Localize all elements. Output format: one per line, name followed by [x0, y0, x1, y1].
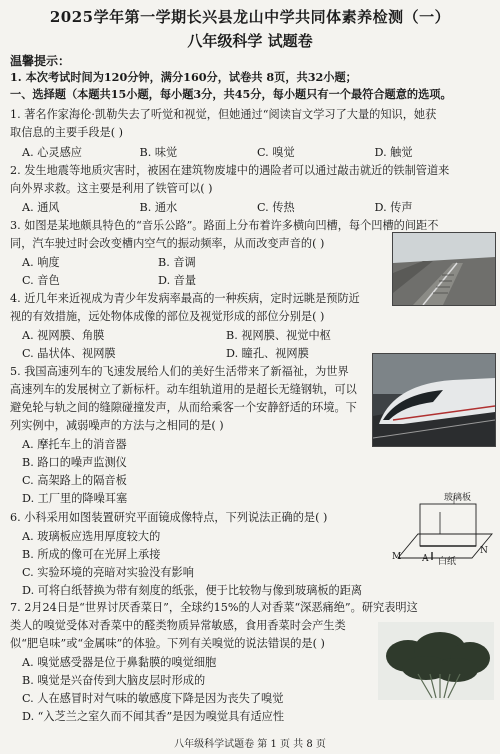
point-m-label: M: [392, 552, 402, 562]
q2-line-2: 向外界求救。这主要是利用了铁管可以( ): [10, 182, 213, 195]
exam-subtitle: 八年级科学 试题卷: [187, 32, 313, 50]
q2-option-c: C. 传热: [257, 201, 295, 214]
q2-option-a: A. 通风: [22, 201, 60, 214]
q4-line-1: 4. 近几年来近视成为青少年发病率最高的一种疾病，定时远眺是预防近: [10, 292, 360, 305]
q5-option-a: A. 摩托车上的消音器: [22, 438, 127, 451]
white-paper-label: 白纸: [438, 557, 457, 567]
q5-line-1: 5. 我国高速列车的飞速发展给人们的美好生活带来了新福祉，为世界: [10, 365, 349, 378]
point-n-label: N: [480, 546, 488, 556]
q1-option-d: D. 触觉: [374, 146, 413, 159]
q2-option-b: B. 通水: [139, 201, 178, 214]
q7-option-b: B. 嗅觉是兴奋传到大脑皮层时形成的: [22, 674, 206, 687]
notice-item-1: 1. 本次考试时间为120分钟，满分160分，试卷共 8页，共32小题；: [10, 70, 357, 84]
q6-option-c: C. 实验环境的亮暗对实验没有影响: [22, 566, 194, 579]
q4-option-c: C. 晶状体、视网膜: [22, 347, 116, 360]
q6-line-1: 6. 小科采用如图装置研究平面镜成像特点，下列说法正确的是( ): [10, 511, 328, 524]
q1-option-a: A. 心灵感应: [22, 146, 82, 159]
q4-line-2: 视的有效措施，远处物体成像的部位及视觉形成的部位分别是( ): [10, 310, 325, 323]
exam-title: 2025学年第一学期长兴县龙山中学共同体素养检测（一）: [49, 8, 451, 26]
q1-option-c: C. 嗅觉: [257, 146, 295, 159]
q3-option-b: B. 音调: [158, 256, 196, 269]
page-footer: 八年级科学试题卷 第 1 页 共 8 页: [174, 739, 326, 750]
q2-option-d: D. 传声: [374, 201, 413, 214]
q5-line-3: 避免轮与轨之间的缝隙碰撞发声，从而给乘客一个安静舒适的环境。下: [10, 401, 357, 414]
q3-option-a: A. 响度: [22, 256, 60, 269]
high-speed-train-photo: [372, 353, 496, 447]
q3-line-1: 3. 如图是某地颇具特色的“音乐公路”。路面上分布着许多横向凹槽，每个凹槽的间距不: [10, 219, 439, 232]
q7-option-a: A. 嗅觉感受器是位于鼻黏膜的嗅觉细胞: [22, 656, 217, 669]
q7-line-3: 似“肥皂味”或“金属味”的体验。下列有关嗅觉的说法错误的是( ): [10, 637, 325, 650]
q5-option-c: C. 高架路上的隔音板: [22, 474, 127, 487]
q7-line-2: 类人的嗅觉受体对香菜中的醛类物质异常敏感，食用香菜时会产生类: [10, 619, 346, 632]
q1-line-1: 1. 著名作家海伦·凯勒失去了听觉和视觉，但她通过“阅读盲文学习了大量的知识，她获: [10, 108, 437, 121]
q5-line-4: 列实例中，减弱噪声的方法与之相同的是( ): [10, 419, 224, 432]
q5-option-d: D. 工厂里的降噪耳塞: [22, 492, 128, 505]
q7-line-1: 7. 2月24日是“世界讨厌香菜日”，全球约15%的人对香菜“深恶痛绝”。研究表明这: [10, 601, 418, 614]
q4-option-a: A. 视网膜、角膜: [22, 329, 105, 342]
q4-option-b: B. 视网膜、视觉中枢: [226, 329, 331, 342]
q2-line-1: 2. 发生地震等地质灾害时，被困在建筑物废墟中的遇险者可以通过敲击就近的铁制管道来: [10, 164, 450, 177]
q3-line-2: 同，汽车驶过时会改变槽内空气的振动频率，从而改变声音的( ): [10, 237, 325, 250]
q1-option-b: B. 味觉: [139, 146, 178, 159]
q7-option-c: C. 人在感冒时对气味的敏感度下降是因为丧失了嗅觉: [22, 692, 284, 705]
notice-heading: 温馨提示：: [10, 54, 71, 68]
q5-line-2: 高速列车的发展树立了新标杆。动车组轨道用的是超长无缝钢轨，可以: [10, 383, 357, 396]
point-a-label: A: [422, 554, 429, 564]
glass-plate-label: 玻璃板: [444, 493, 472, 503]
q1-options: [22, 144, 492, 160]
q1-line-2: 取信息的主要手段是( ): [10, 126, 123, 139]
coriander-photo: [378, 622, 494, 700]
q2-options: [22, 199, 492, 215]
q6-option-d: D. 可将白纸替换为带有刻度的纸张，便于比较物与像到玻璃板的距离: [22, 584, 363, 597]
music-road-photo: [392, 232, 496, 306]
q6-option-b: B. 所成的像可在光屏上承接: [22, 548, 161, 561]
q3-option-c: C. 音色: [22, 274, 60, 287]
q7-option-d: D. “入芝兰之室久而不闻其香”是因为嗅觉具有适应性: [22, 710, 285, 723]
q6-option-a: A. 玻璃板应选用厚度较大的: [22, 530, 161, 543]
q4-option-d: D. 瞳孔、视网膜: [226, 347, 309, 360]
section-1-title: 一、选择题（本题共15小题，每小题3分，共45分，每小题只有一个最符合题意的选项。: [10, 87, 452, 101]
q3-option-d: D. 音量: [158, 274, 197, 287]
q5-option-b: B. 路口的噪声监测仪: [22, 456, 127, 469]
mirror-experiment-figure: [392, 494, 496, 570]
